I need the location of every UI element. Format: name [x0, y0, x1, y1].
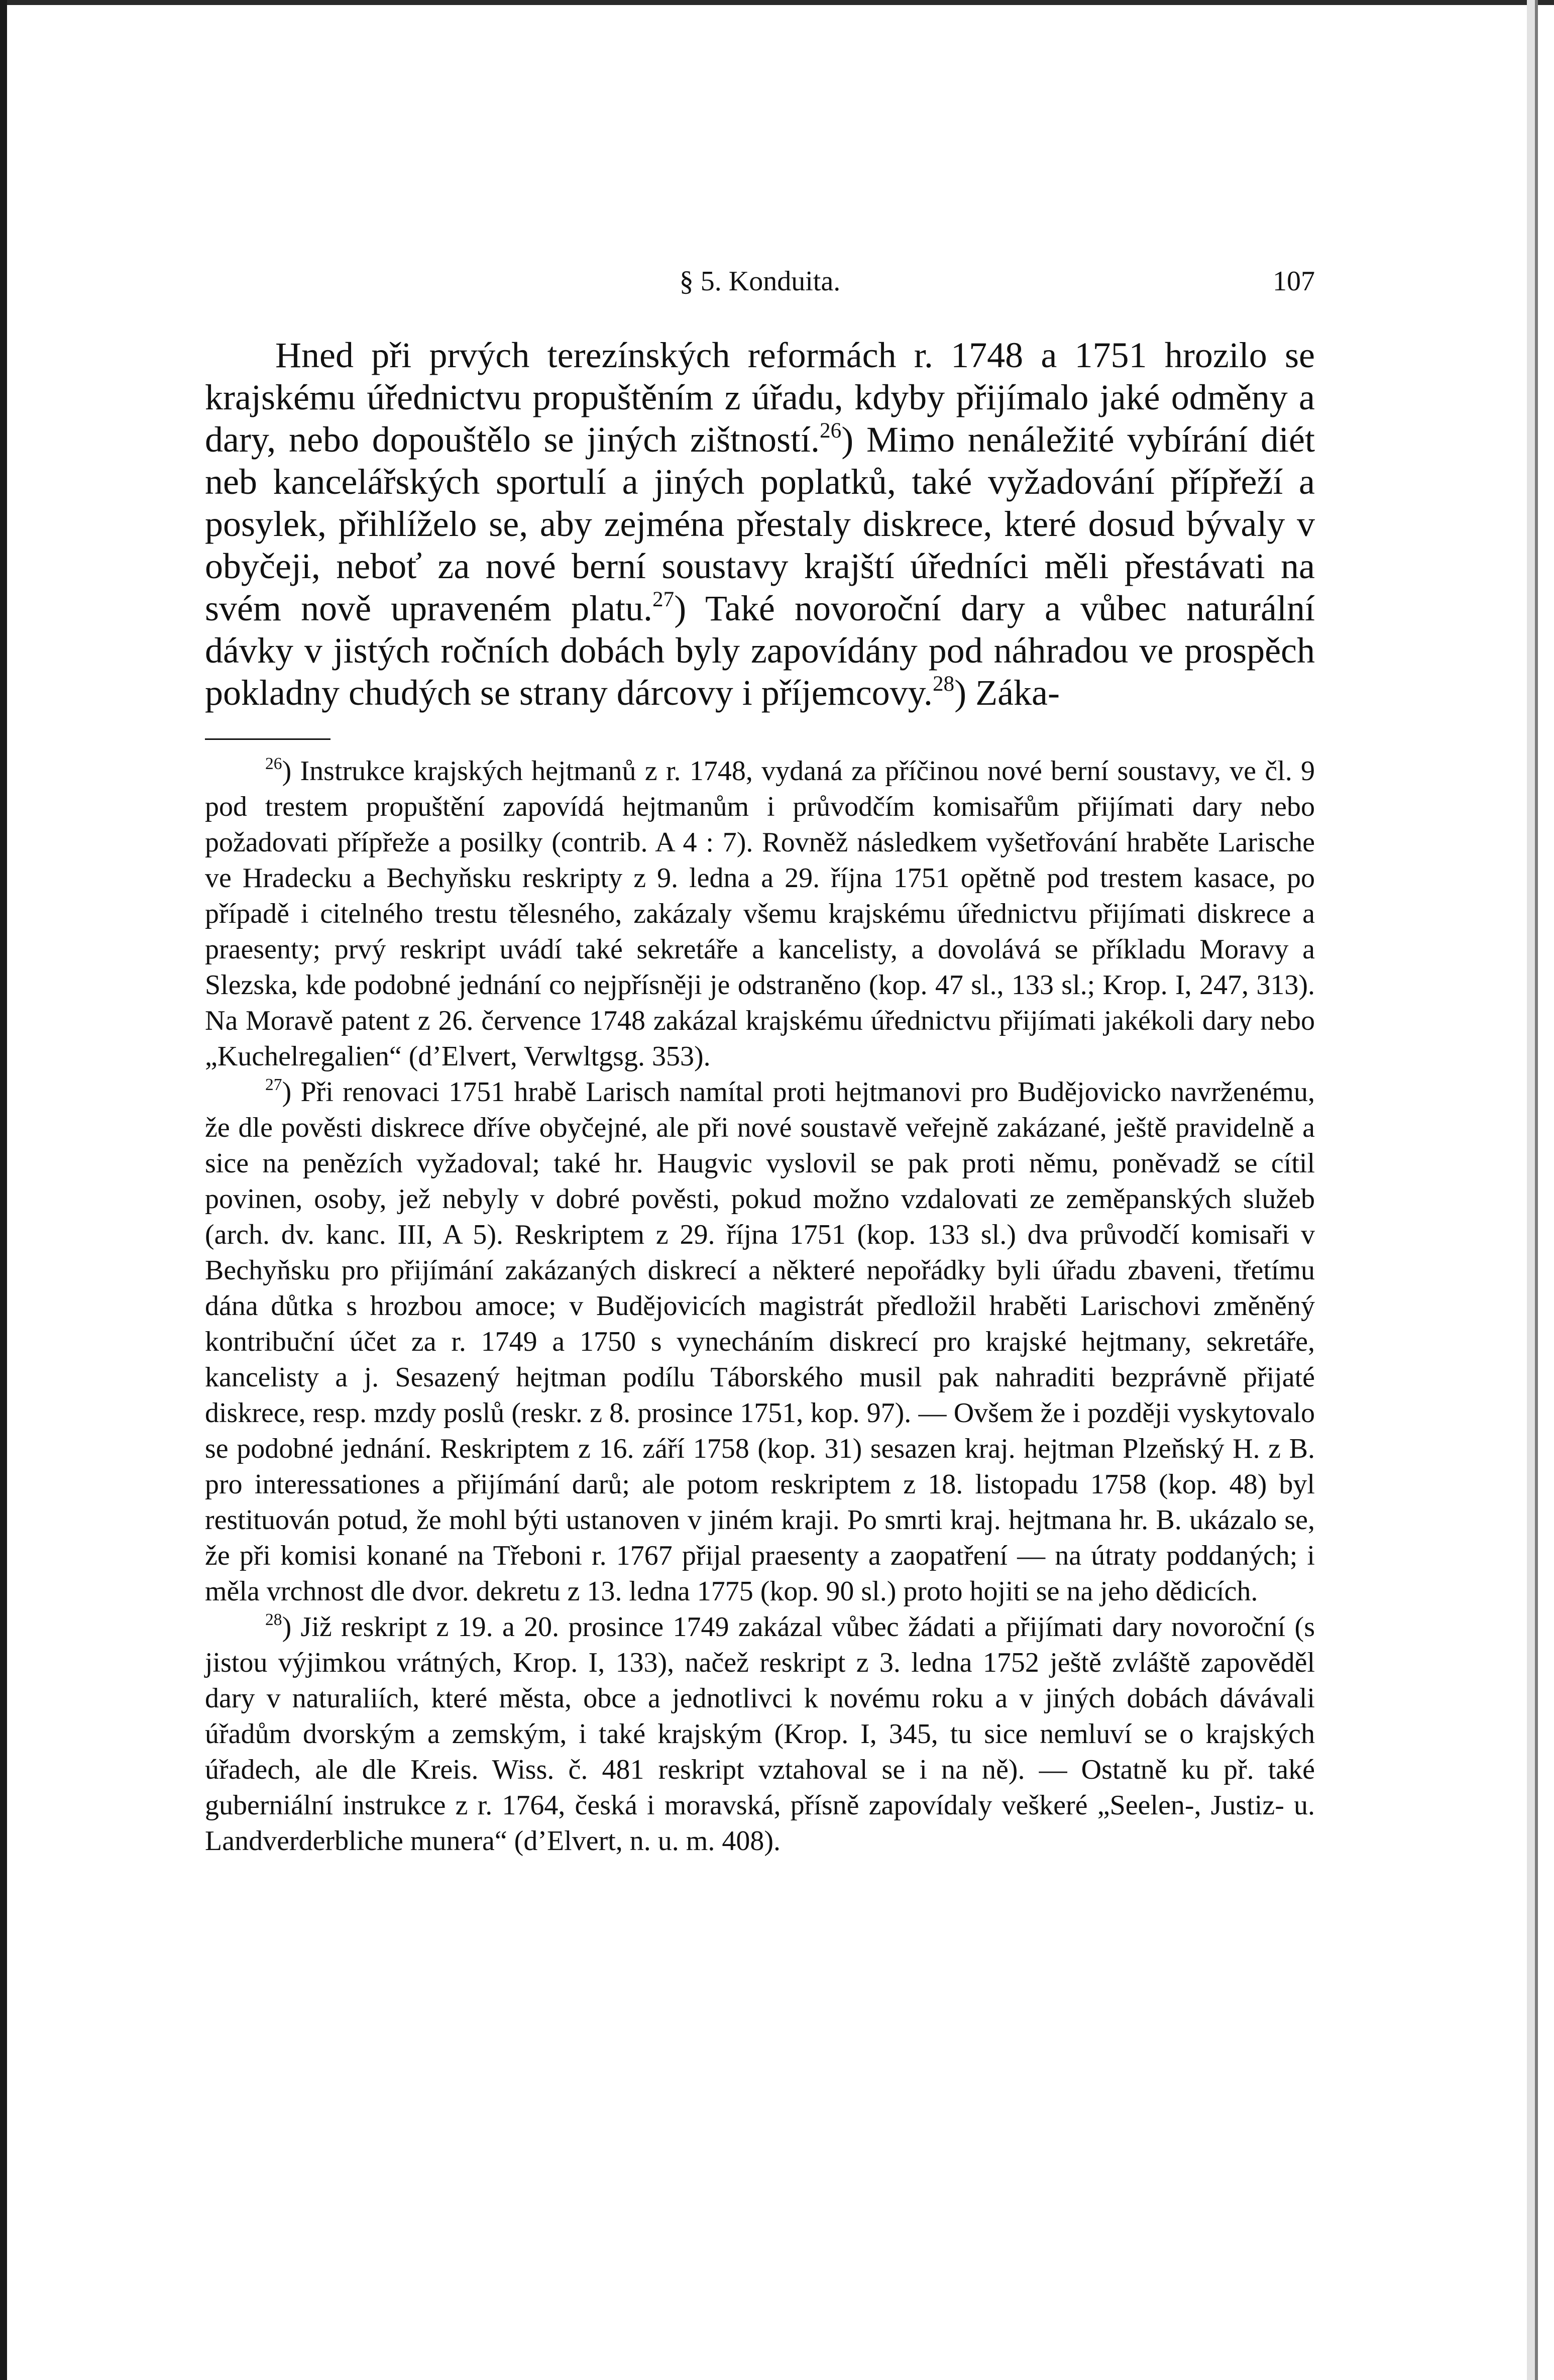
footnote-separator — [205, 738, 330, 740]
footnote-text: ) Již reskript z 19. a 20. prosince 1749 zakázal vůbec žádati a přijímati dary novoroční (s jistou výjimkou vrátných, Krop. I, 133), načež reskript z 3. ledna 1752 ještě zvláště zapověděl dary v naturaliích, které města, obce a jednotlivci k novému roku a v jiných dobách dávávali úřadům dvorským a zemským, i také krajským (Krop. I, 345, tu sice nemluví se o krajských úřadech, ale dle Kreis. Wiss. č. 481 reskript vztahoval se i na ně). — Ostatně ku př. také guberniální instrukce z r. 1764, česká i moravská, přísně zapovídaly veškeré „Seelen-, Justiz- u. Landverderbliche munera“ (d’Elvert, n. u. m. 408). — [205, 1611, 1315, 1857]
scan-edge-left — [0, 0, 7, 2380]
footnote-number: 27 — [265, 1075, 282, 1095]
footnote-28 — [205, 1609, 1315, 1859]
footnote-27 — [205, 1074, 1315, 1609]
footnote-ref-26: 26 — [820, 418, 842, 443]
scan-edge-right — [1527, 0, 1535, 2380]
body-paragraph — [205, 334, 1315, 714]
footnotes — [205, 753, 1315, 1859]
footnote-text: ) Instrukce krajských hejtmanů z r. 1748, vydaná za příčinou nové berní soustavy, ve čl. 9 pod trestem propuštění zapovídá hejtmanům i průvodčím komisařům přijímati dary nebo požadovati přípřeže a posilky (contrib. A 4 : 7). Rovněž následkem vyšetřování hraběte Larische ve Hradecku a Bechyňsku reskripty z 9. ledna a 29. října 1751 opětně pod trestem kasace, po případě i citelného trestu tělesného, zakázaly všemu krajskému úřednictvu přijímati diskrece a praesenty; prvý reskript uvádí také sekretáře a kancelisty, a dovolává se příkladu Moravy a Slezska, kde podobné jednání co nejpřísněji je odstraněno (kop. 47 sl., 133 sl.; Krop. I, 247, 313). Na Moravě patent z 26. července 1748 zakázal krajskému úřednictvu přijímati jakékoli dary nebo „Kuchelregalien“ (d’Elvert, Verwltgsg. 353). — [205, 755, 1315, 1072]
footnote-ref-27: 27 — [652, 587, 675, 611]
page-number: 107 — [1273, 266, 1315, 297]
body-text: ) Záka- — [954, 673, 1060, 713]
scan-edge-top — [0, 0, 1554, 5]
body-text: ) Také novoroční dary a vůbec naturální dávky v jistých ročních dobách byly zapovídány pod náhradou ve prospěch pokladny chudých se strany dárcovy i příjemcovy. — [205, 588, 1315, 713]
body-text: ) Mimo nenáležité vybírání diét neb kancelářských sportulí a jiných poplatků, také vyžadování přípřeží a posylek, přihlíželo se, aby zejména přestaly diskrece, které dosud bývaly v obyčeji, neboť za nové berní soustavy krajští úředníci měli přestávati na svém nově upraveném platu. — [205, 419, 1315, 628]
body-text: Hned při prvých terezínských reformách r. 1748 a 1751 hrozilo se krajskému úřednictvu propuštěním z úřadu, kdyby přijímalo jaké odměny a dary, nebo dopouštělo se jiných zištností. — [205, 335, 1315, 460]
running-head — [205, 264, 1315, 299]
footnote-text: ) Při renovaci 1751 hrabě Larisch namítal proti hejtmanovi pro Budějovicko navrženému, že dle pověsti diskrece dříve obyčejné, ale při nové soustavě veřejně zakázané, ještě pravidelně a sice na penězích vyžadoval; také hr. Haugvic vyslovil se pak proti němu, poněvadž se cítil povinen, osoby, jež nebyly v dobré pověsti, pokud možno vzdalovati ze zeměpanských služeb (arch. dv. kanc. III, A 5). Reskriptem z 29. října 1751 (kop. 133 sl.) dva průvodčí komisaři v Bechyňsku pro přijímání zakázaných diskrecí a některé nepořádky byli úřadu zbaveni, třetímu dána důtka s hrozbou amoce; v Budějovicích magistrát předložil hraběti Larischovi změněný kontribuční účet za r. 1749 a 1750 s vynecháním diskrecí pro krajské hejtmany, sekretáře, kancelisty a j. Sesazený hejtman podílu Táborského musil pak nahraditi bezprávně přijaté diskrece, resp. mzdy poslů (reskr. z 8. prosince 1751, kop. 97). — Ovšem že i později vyskytovalo se podobné jednání. Reskriptem z 16. září 1758 (kop. 31) sesazen kraj. hejtman Plzeňský H. z B. pro interessationes a přijímání darů; ale potom reskriptem z 18. listopadu 1758 (kop. 48) byl restituován potud, že mohl býti ustanoven v jiném kraji. Po smrti kraj. hejtmana hr. B. ukázalo se, že při komisi konané na Třeboni r. 1767 přijal praesenty a zaopatření — na útraty poddaných; i měla vrchnost dle dvor. dekretu z 13. ledna 1775 (kop. 90 sl.) proto hojiti se na jeho dědicích. — [205, 1076, 1315, 1607]
running-title: § 5. Konduita. — [679, 266, 841, 297]
footnote-26 — [205, 753, 1315, 1074]
footnote-ref-28: 28 — [932, 672, 955, 696]
main-text — [205, 334, 1315, 714]
footnote-number: 28 — [265, 1610, 282, 1630]
scan-edge-right-shadow — [1535, 0, 1538, 2380]
footnote-number: 26 — [265, 754, 282, 774]
